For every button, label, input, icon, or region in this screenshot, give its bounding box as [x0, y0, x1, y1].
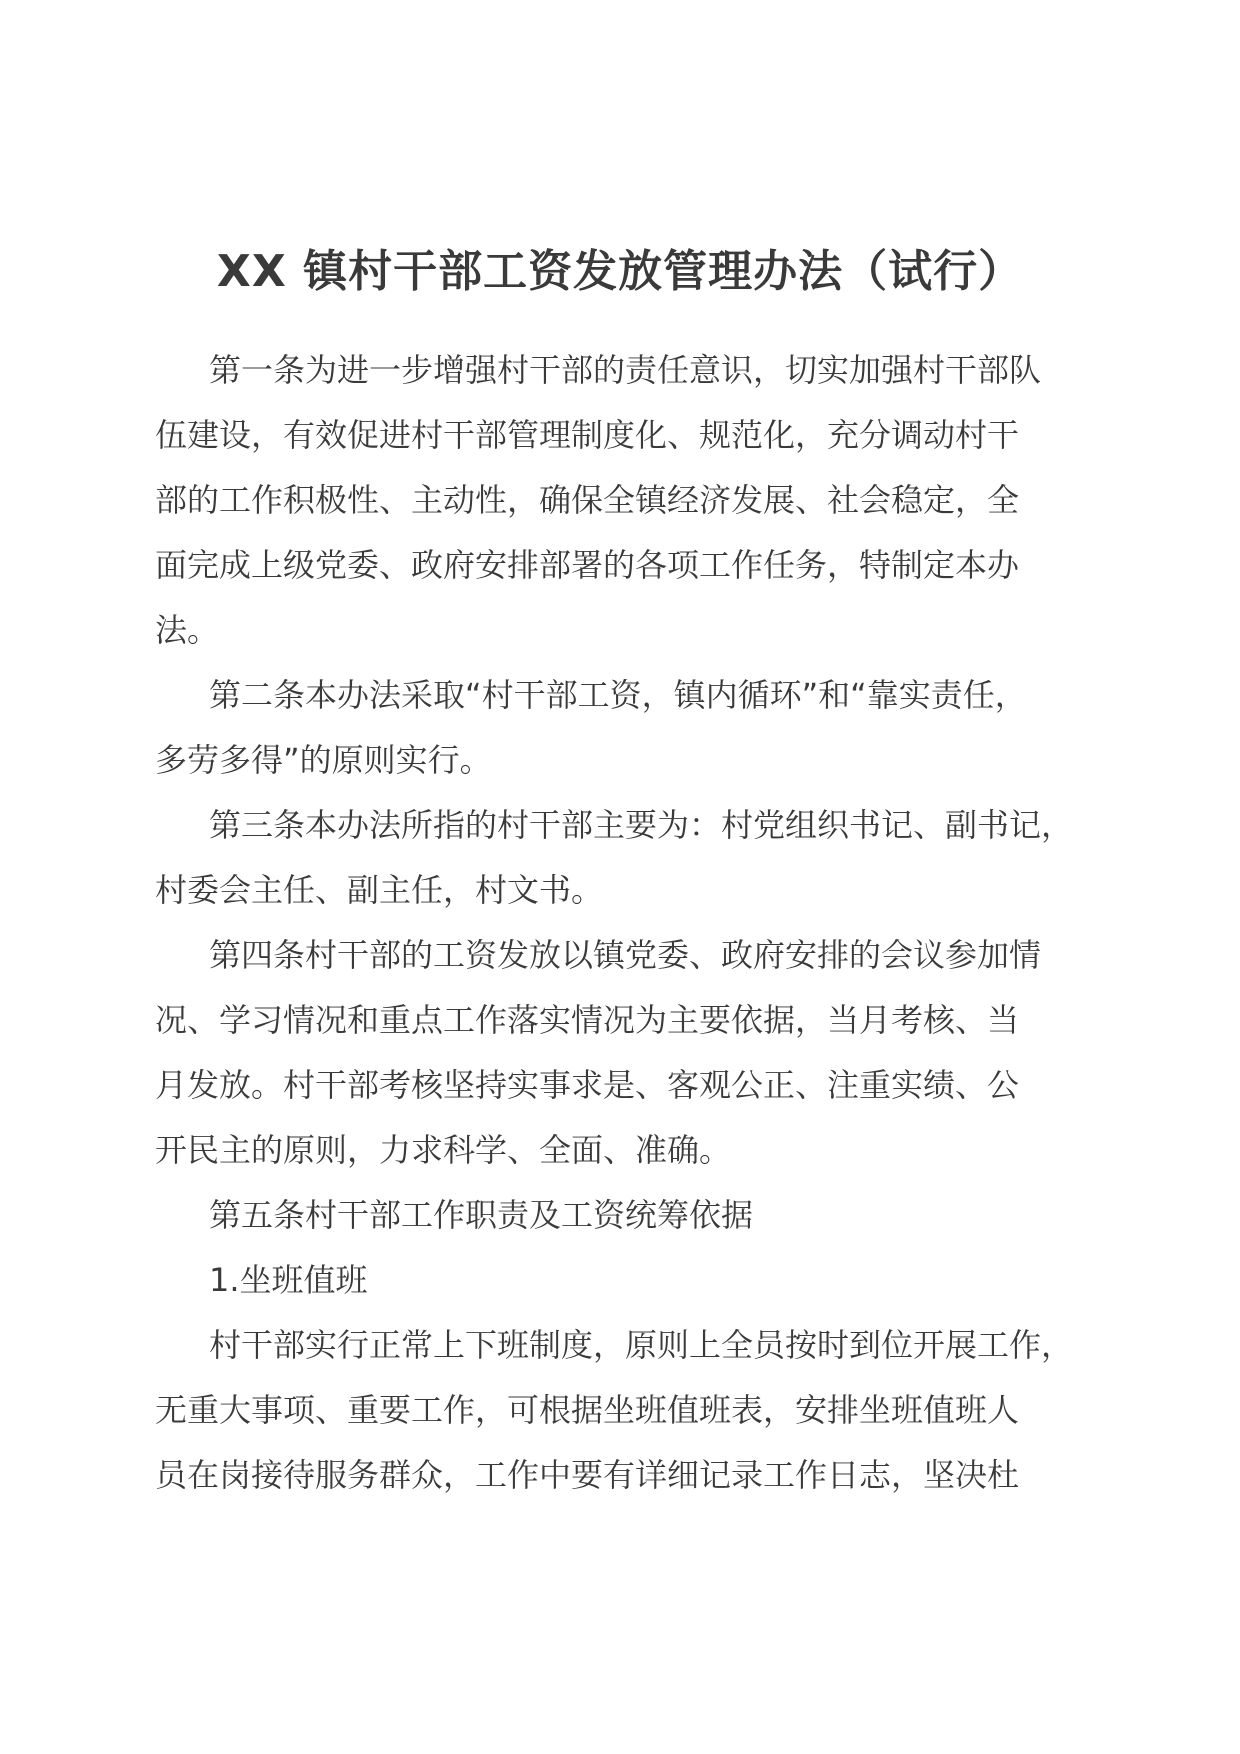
document-title: XX 镇村干部工资发放管理办法（试行）	[216, 246, 1024, 297]
text-line: 第一条为进一步增强村干部的责任意识，切实加强村干部队	[209, 351, 1042, 389]
text-line: 法。	[155, 611, 220, 649]
document-body	[155, 338, 1115, 1508]
text-line: 村委会主任、副主任，村文书。	[155, 871, 604, 909]
text-line: 多劳多得”的原则实行。	[155, 741, 492, 779]
text-line: 开民主的原则，力求科学、全面、准确。	[155, 1131, 732, 1169]
text-line: 部的工作积极性、主动性，确保全镇经济发展、社会稳定，全	[155, 481, 1020, 519]
text-line: 村干部实行正常上下班制度，原则上全员按时到位开展工作，	[209, 1326, 1074, 1364]
text-line: 无重大事项、重要工作，可根据坐班值班表，安排坐班值班人	[155, 1391, 1020, 1429]
text-line: 面完成上级党委、政府安排部署的各项工作任务，特制定本办	[155, 546, 1020, 584]
text-line: 第四条村干部的工资发放以镇党委、政府安排的会议参加情	[209, 936, 1042, 974]
text-line: 况、学习情况和重点工作落实情况为主要依据，当月考核、当	[155, 1001, 1020, 1039]
text-line: 第五条村干部工作职责及工资统筹依据	[209, 1196, 754, 1234]
text-line: 员在岗接待服务群众，工作中要有详细记录工作日志，坚决杜	[155, 1456, 1020, 1494]
text-line: 月发放。村干部考核坚持实事求是、客观公正、注重实绩、公	[155, 1066, 1020, 1104]
text-line: 第二条本办法采取“村干部工资，镇内循环”和“靠实责任，	[209, 676, 1027, 714]
text-line: 伍建设，有效促进村干部管理制度化、规范化，充分调动村干	[155, 416, 1020, 454]
text-line: 第三条本办法所指的村干部主要为：村党组织书记、副书记，	[209, 806, 1074, 844]
text-line: 1.坐班值班	[209, 1261, 368, 1299]
